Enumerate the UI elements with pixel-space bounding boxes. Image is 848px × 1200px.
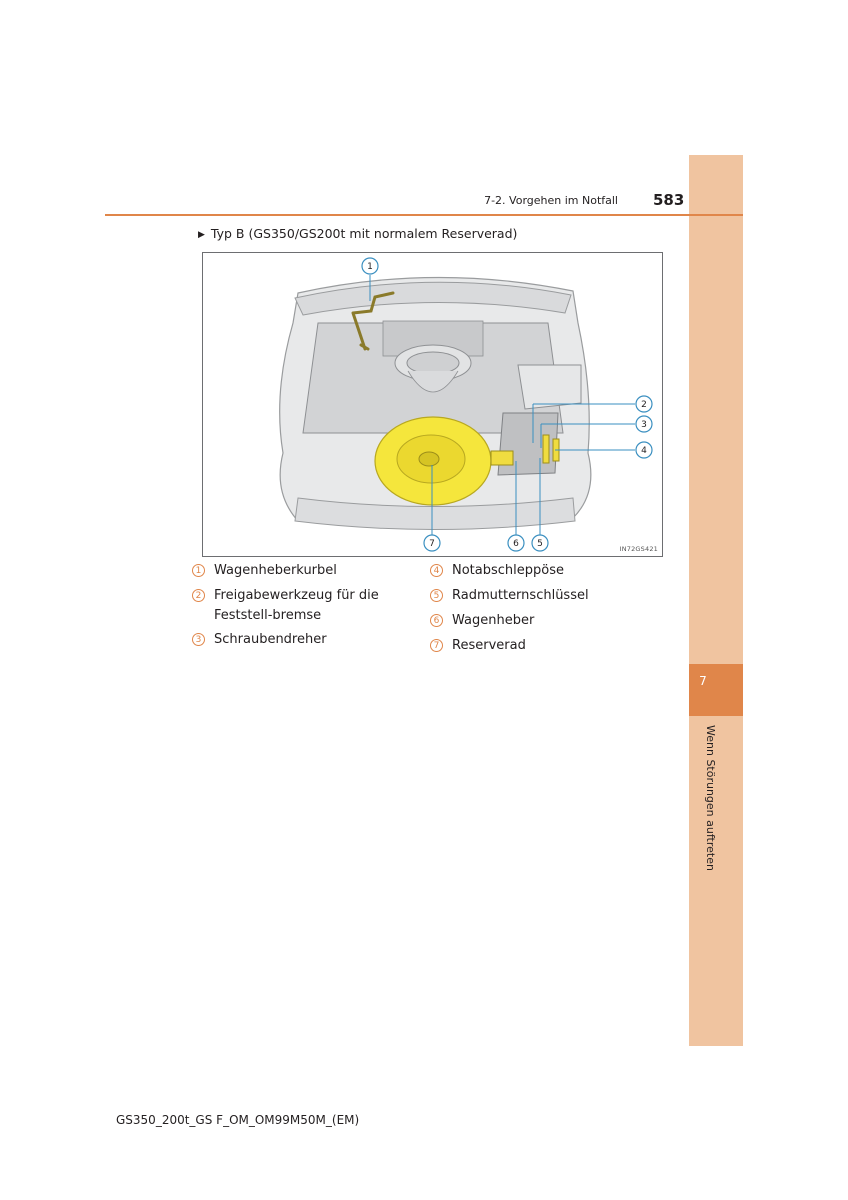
trunk-illustration	[202, 252, 663, 557]
chapter-number: 7	[699, 674, 707, 688]
legend-text: Freigabewerkzeug für die Feststell-bremse	[214, 588, 379, 623]
spare-wheel-hub	[419, 452, 439, 466]
number-badge: 3	[192, 633, 205, 646]
callout-4: 4	[641, 446, 647, 456]
callout-2: 2	[641, 400, 647, 410]
number-badge: 7	[430, 639, 443, 652]
callout-3: 3	[641, 420, 647, 430]
number-badge: 5	[430, 589, 443, 602]
callout-7: 7	[429, 539, 435, 549]
section-title: 7-2. Vorgehen im Notfall	[484, 194, 618, 207]
chapter-side-tab	[689, 155, 743, 1046]
triangle-bullet-icon: ▶	[198, 230, 205, 240]
storage-bowl-inner	[407, 352, 459, 374]
legend-text: Wagenheber	[452, 613, 535, 628]
legend-text: Notabschleppöse	[452, 563, 564, 578]
number-badge: 4	[430, 564, 443, 577]
figure-code: IN72GS421	[619, 545, 658, 553]
footer-document-code: GS350_200t_GS F_OM_OM99M50M_(EM)	[116, 1113, 360, 1127]
trunk-drawing	[203, 253, 664, 558]
chapter-title: Wenn Störungen auftreten	[704, 725, 717, 871]
header-rule	[105, 214, 743, 216]
wrench-shape	[543, 435, 549, 463]
callout-1: 1	[367, 262, 373, 272]
legend-text: Reserverad	[452, 638, 526, 653]
side-panel	[518, 365, 581, 409]
subheading	[198, 226, 517, 241]
legend-text: Wagenheberkurbel	[214, 563, 337, 578]
page-number: 583	[653, 191, 685, 209]
callout-6: 6	[513, 539, 519, 549]
legend-text: Schraubendreher	[214, 632, 327, 647]
subheading-text: Typ B (GS350/GS200t mit normalem Reserverad)	[210, 226, 518, 241]
chapter-tab-active[interactable]	[689, 664, 743, 716]
legend-text: Radmutternschlüssel	[452, 588, 589, 603]
number-badge: 2	[192, 589, 205, 602]
number-badge: 1	[192, 564, 205, 577]
callout-5: 5	[537, 539, 543, 549]
jack-shape	[491, 451, 513, 465]
number-badge: 6	[430, 614, 443, 627]
